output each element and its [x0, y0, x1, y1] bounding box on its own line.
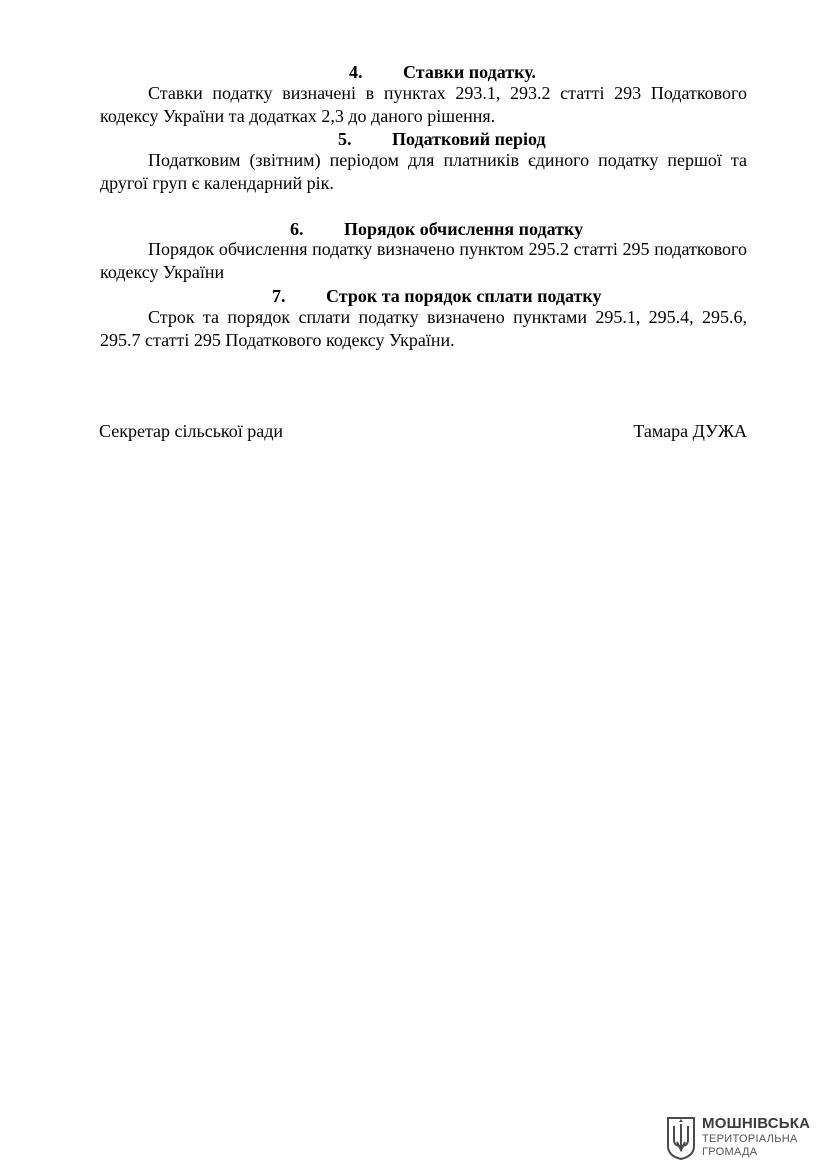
- section-title: Ставки податку.: [403, 62, 536, 82]
- section-title: Порядок обчислення податку: [344, 219, 584, 239]
- section-4-heading: [349, 61, 536, 83]
- community-logo: [666, 1114, 816, 1162]
- section-number: 4.: [349, 62, 363, 82]
- section-title: Податковий період: [392, 129, 546, 149]
- section-5-paragraph: Податковим (звітним) періодом для платників єдиного податку першої та другої груп є календарний рік.: [100, 150, 747, 193]
- section-number: 6.: [290, 219, 304, 239]
- section-7-heading: [272, 285, 602, 307]
- section-6-paragraph: Порядок обчислення податку визначено пунктом 295.2 статті 295 податкового кодексу України: [100, 239, 747, 282]
- section-7-paragraph: Строк та порядок сплати податку визначено пунктами 295.1, 295.4, 295.6, 295.7 статті 295 Податкового кодексу України.: [100, 307, 747, 350]
- section-4-paragraph: Ставки податку визначені в пунктах 293.1, 293.2 статті 293 Податкового кодексу України та додатках 2,3 до даного рішення.: [100, 83, 747, 126]
- signature-position: Секретар сільської ради: [99, 421, 284, 441]
- signature-name: Тамара ДУЖА: [633, 421, 747, 441]
- logo-line-1: МОШНІВСЬКА: [702, 1115, 811, 1132]
- section-6-heading: [290, 218, 583, 240]
- logo-line-2: ТЕРИТОРІАЛЬНА: [702, 1133, 798, 1145]
- section-5-heading: [338, 128, 546, 150]
- section-number: 5.: [338, 129, 352, 149]
- section-number: 7.: [272, 286, 286, 306]
- trident-coat-of-arms-icon: [666, 1116, 696, 1160]
- section-title: Строк та порядок сплати податку: [326, 286, 602, 306]
- logo-line-3: ГРОМАДА: [702, 1146, 758, 1158]
